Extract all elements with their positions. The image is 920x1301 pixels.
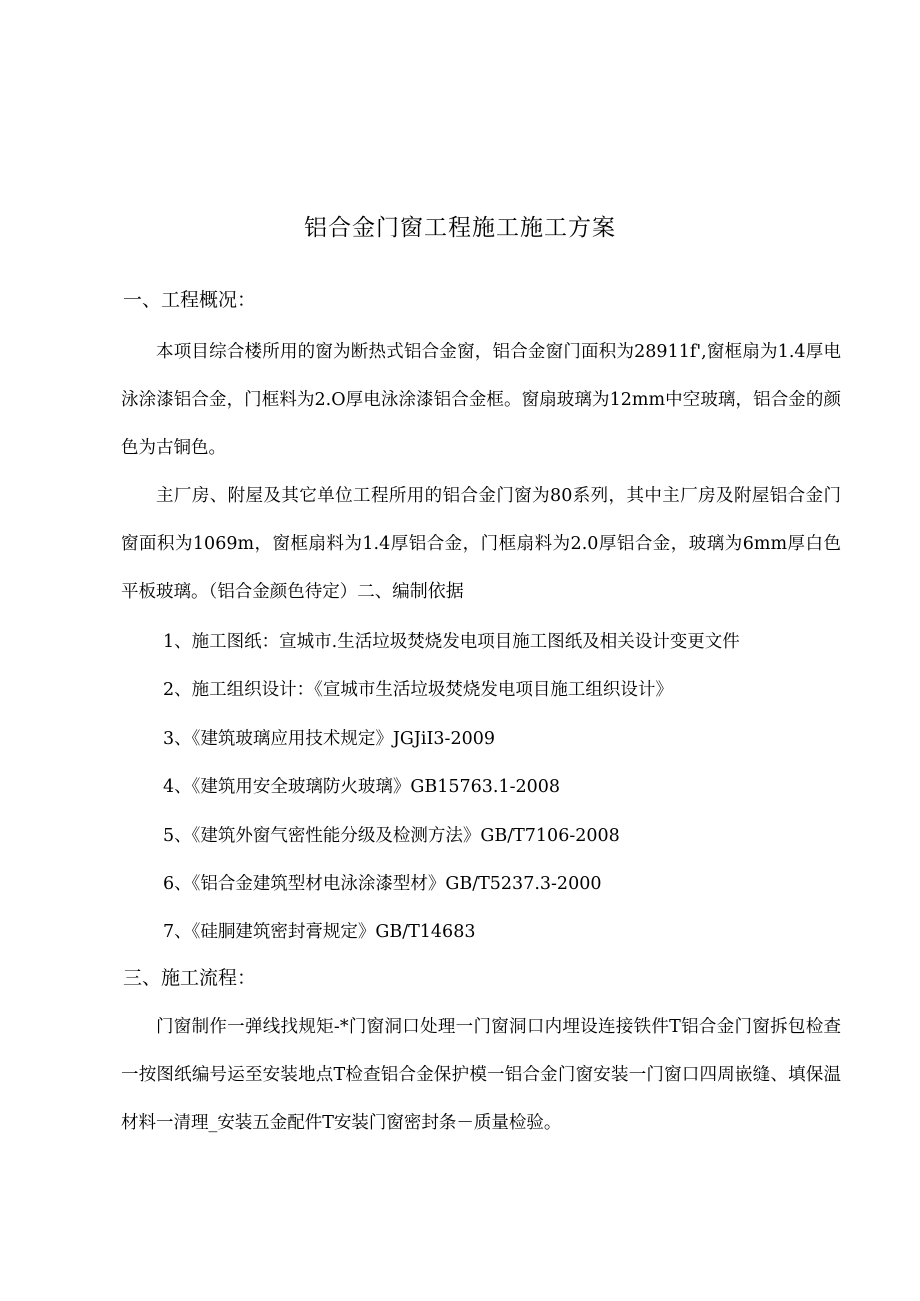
section-heading-basis-tail: 制依据 <box>409 581 464 602</box>
overview-paragraph-1: 本项目综合楼所用的窗为断热式铝合金窗，铝合金窗门面积为28911f',窗框扇为1.4厚电泳涂漆铝合金，门框料为2.O厚电泳涂漆铝合金框。窗扇玻璃为12mm中空玻璃，铝合金的颜色为古铜色。 <box>121 342 841 458</box>
reference-list <box>163 618 740 957</box>
reference-item: 4、《建筑用安全玻璃防火玻璃》GB15763.1-2008 <box>163 777 561 798</box>
reference-item: 1、施工图纸：宣城市.生活垃圾焚烧发电项目施工图纸及相关设计变更文件 <box>163 632 740 652</box>
reference-item: 5、《建筑外窗气密性能分级及检测方法》GB/T7106-2008 <box>163 825 620 846</box>
section-heading-overview: 一、工程概况： <box>123 289 257 311</box>
reference-item: 6、《铝合金建筑型材电泳涂漆型材》GB/T5237.3-2000 <box>163 873 602 894</box>
reference-item: 2、施工组织设计：《宣城市生活垃圾焚烧发电项目施工组织设计》 <box>163 680 673 701</box>
overview-paragraph-2 <box>121 472 841 616</box>
reference-item: 3、《建筑玻璃应用技术规定》JGJiI3-2009 <box>163 728 495 749</box>
document-title: 铝合金门窗工程施工施工方案 <box>304 215 616 241</box>
process-paragraph: 门窗制作一弹线找规矩-*门窗洞口处理一门窗洞口内埋设连接铁件T铝合金门窗拆包检查一按图纸编号运至安装地点T检查铝合金保护模一铝合金门窗安装一门窗口四周嵌缝、填保温材料一清理_安装五金配件T安装门窗密封条－质量检验。 <box>121 1017 841 1133</box>
overview-paragraph-2-text: 主厂房、附屋及其它单位工程所用的铝合金门窗为80系列，其中主厂房及附屋铝合金门窗面积为1069m，窗框扇料为1.4厚铝合金，门框扇料为2.0厚铝合金，玻璃为6mm厚白色平板玻璃。（铝合金颜色待定）二、编 <box>121 486 841 602</box>
reference-item: 7、《硅胴建筑密封膏规定》GB/T14683 <box>163 922 476 943</box>
section-heading-process: 三、施工流程： <box>123 967 257 989</box>
